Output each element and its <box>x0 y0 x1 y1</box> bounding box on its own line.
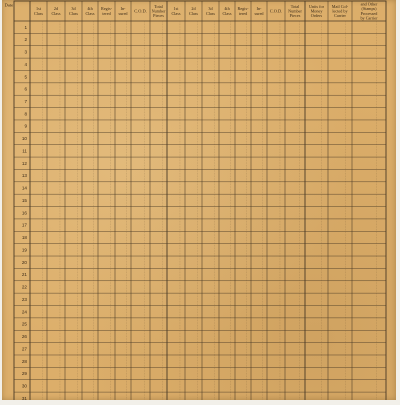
column-header: Mail Col- <box>331 3 349 9</box>
row-number: 5 <box>24 74 27 80</box>
column-header: Class <box>51 10 61 16</box>
row-number: 15 <box>21 197 27 203</box>
column-header: 2d <box>191 6 196 12</box>
row-number: 9 <box>24 123 27 129</box>
row-number: 14 <box>21 185 27 191</box>
row-number: 23 <box>21 296 27 302</box>
column-header: Class <box>68 10 79 16</box>
tally-grid <box>2 0 396 400</box>
row-number: 19 <box>21 247 27 253</box>
row-number: 20 <box>21 259 27 265</box>
date-label: Date <box>4 2 14 8</box>
column-header: Pieces <box>289 13 301 19</box>
column-header: Total <box>154 3 163 9</box>
column-header: Class <box>222 10 232 16</box>
row-number: 1 <box>24 24 27 30</box>
column-header: Number <box>288 8 302 14</box>
column-header: Pieces <box>153 13 164 19</box>
paper-sheet <box>2 0 396 400</box>
column-header: tered <box>102 10 111 16</box>
column-header: Regis- <box>101 6 112 12</box>
column-header: sured <box>118 10 128 16</box>
column-header: In- <box>120 6 126 12</box>
row-number: 11 <box>22 148 27 154</box>
row-number: 25 <box>21 321 27 327</box>
row-number: 24 <box>21 309 27 315</box>
column-header: by Carrier <box>360 15 378 21</box>
column-header: and Other <box>360 1 378 7</box>
column-header: sured <box>254 10 264 16</box>
row-number: 27 <box>21 346 27 352</box>
column-header: C.O.D. <box>134 8 147 14</box>
row-number: 29 <box>21 371 27 377</box>
row-number: 13 <box>21 173 27 179</box>
form-frame <box>14 1 386 400</box>
column-header: (Stamps) <box>361 6 377 12</box>
column-header: 1st <box>173 6 179 12</box>
column-header: 4th <box>224 6 230 12</box>
row-number: 31 <box>21 395 27 400</box>
column-header: 2d <box>53 6 59 12</box>
row-number: 16 <box>21 210 27 216</box>
column-header: Class <box>33 10 44 16</box>
column-header: Class <box>188 10 199 16</box>
column-header: Orders <box>310 13 323 19</box>
column-header: Class <box>205 10 216 16</box>
row-number: 3 <box>24 49 27 55</box>
column-header: Total <box>290 3 300 9</box>
row-number: 30 <box>21 383 27 389</box>
row-number: 6 <box>24 86 27 92</box>
row-number: 22 <box>21 284 27 290</box>
column-header: In- <box>256 6 262 12</box>
column-header: lected by <box>332 8 348 14</box>
column-header: C.O.D. <box>269 8 283 14</box>
row-number: 7 <box>24 99 27 105</box>
column-header: Carrier <box>334 13 346 19</box>
column-header: Regis- <box>237 6 249 12</box>
row-number: 21 <box>21 272 27 278</box>
column-header: 3d <box>71 6 76 12</box>
row-number: 4 <box>24 61 27 67</box>
column-header: Class <box>85 10 95 16</box>
column-header: Class <box>171 10 181 16</box>
column-header: 4th <box>87 6 93 12</box>
row-number: 10 <box>21 136 27 142</box>
row-number: 12 <box>21 160 27 166</box>
row-number: 2 <box>24 37 27 43</box>
column-header: Processed <box>360 10 378 16</box>
column-header: Units for <box>308 3 325 9</box>
column-header: Number <box>151 8 166 14</box>
row-number: 26 <box>21 334 27 340</box>
column-header: tered <box>238 10 248 16</box>
row-number: 18 <box>21 235 27 241</box>
row-number: 28 <box>21 358 27 364</box>
column-header: Money <box>310 8 323 14</box>
column-header: 1st <box>36 6 41 12</box>
row-number: 17 <box>21 222 27 228</box>
row-number: 8 <box>24 111 27 117</box>
column-header: 3d <box>208 6 213 12</box>
